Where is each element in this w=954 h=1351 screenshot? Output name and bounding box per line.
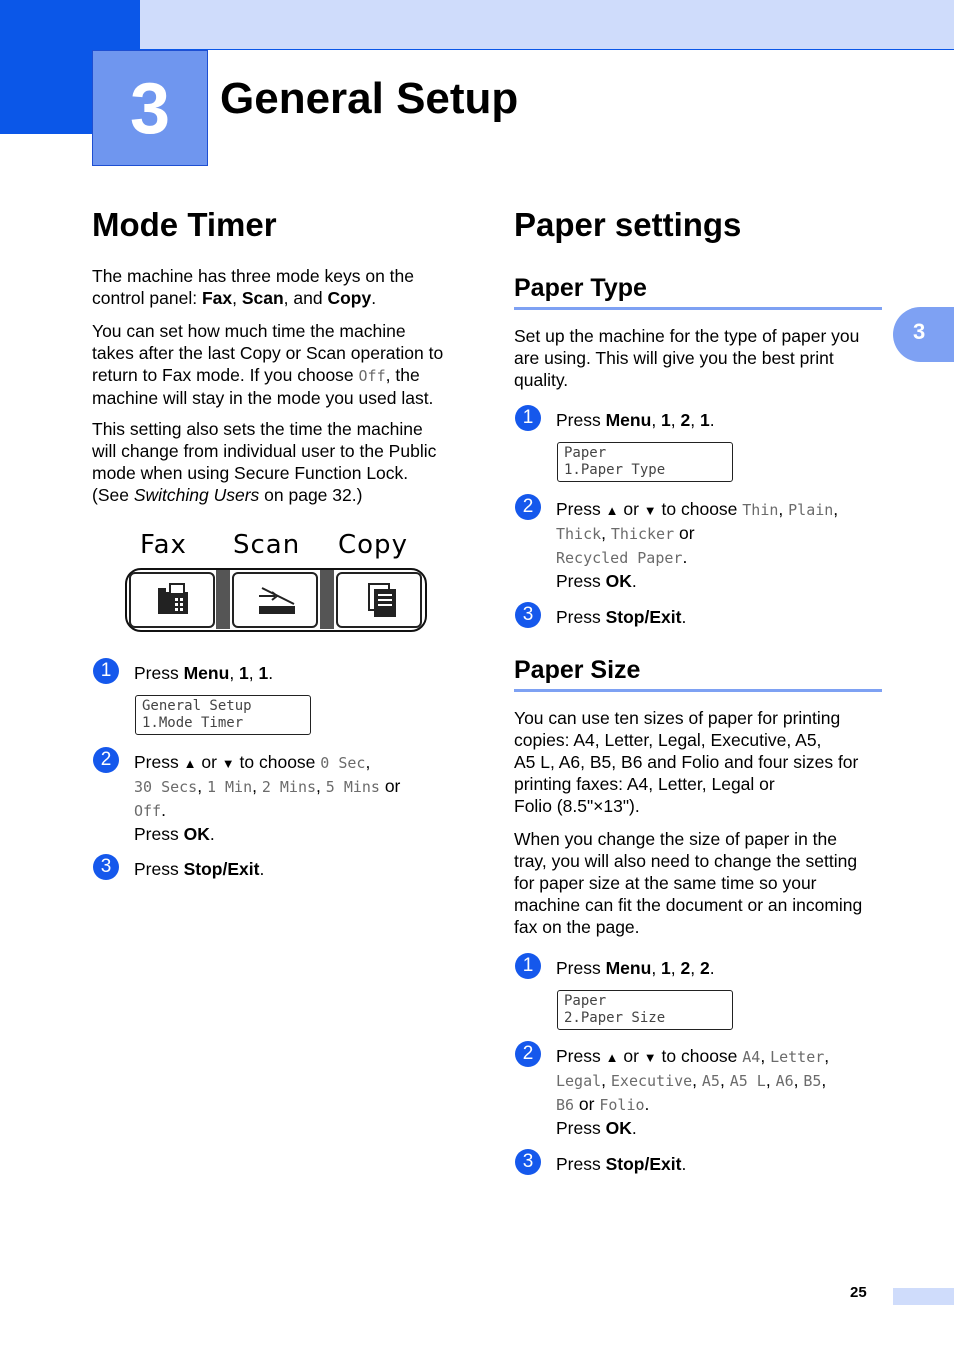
fax-key-label: Fax	[140, 530, 187, 560]
paper-size-step-1: Press Menu, 1, 2, 2.	[556, 958, 715, 978]
paper-size-para-2: When you change the size of paper in the tray, you will also need to change the setting for paper size at the same time so your machine can fit the document or an incoming fax on the page.	[514, 829, 863, 937]
up-arrow-icon: ▲	[183, 756, 197, 771]
scan-key[interactable]	[232, 572, 318, 628]
paper-size-rule	[514, 689, 882, 692]
lcd-display-paper-type: Paper 1.Paper Type	[557, 442, 733, 482]
down-arrow-icon: ▼	[643, 1050, 657, 1065]
down-arrow-icon: ▼	[221, 756, 235, 771]
paper-size-heading: Paper Size	[514, 656, 641, 684]
paper-settings-heading: Paper settings	[514, 206, 742, 243]
mode-timer-para-3: This setting also sets the time the machine will change from individual user to the Public mode when using Secure Function Lock. (See Switching Users on page 32.)	[92, 419, 437, 505]
paper-type-step-2-number: 2	[515, 494, 541, 520]
paper-size-step-3: Press Stop/Exit.	[556, 1154, 687, 1174]
up-arrow-icon: ▲	[605, 503, 619, 518]
paper-type-para: Set up the machine for the type of paper you are using. This will give you the best print quality.	[514, 326, 860, 390]
top-band	[0, 0, 954, 50]
paper-type-step-1-number: 1	[515, 405, 541, 431]
paper-type-rule	[514, 307, 882, 310]
paper-type-step-3: Press Stop/Exit.	[556, 607, 687, 627]
paper-type-step-2: Press ▲ or ▼ to choose Thin, Plain, Thick, Thicker or Recycled Paper. Press OK.	[556, 499, 839, 591]
mode-timer-para-2: You can set how much time the machine takes after the last Copy or Scan operation to return to Fax mode. If you choose Off, the machine will stay in the mode you used last.	[92, 321, 444, 408]
mode-timer-step-1: Press Menu, 1, 1.	[134, 663, 274, 683]
copy-key-label: Copy	[338, 530, 408, 560]
mode-timer-step-2: Press ▲ or ▼ to choose 0 Sec, 30 Secs, 1 Min, 2 Mins, 5 Mins or Off. Press OK.	[134, 752, 401, 844]
paper-size-step-3-number: 3	[515, 1149, 541, 1175]
step-1-number: 1	[93, 658, 119, 684]
step-3-number: 3	[93, 854, 119, 880]
fax-key[interactable]	[129, 572, 215, 628]
paper-type-heading: Paper Type	[514, 274, 647, 302]
chapter-number-box: 3	[92, 50, 208, 166]
up-arrow-icon: ▲	[605, 1050, 619, 1065]
scan-icon	[234, 574, 316, 626]
copy-icon	[338, 574, 420, 626]
mode-timer-step-3: Press Stop/Exit.	[134, 859, 265, 879]
scan-key-label: Scan	[233, 530, 301, 560]
paper-size-step-2-number: 2	[515, 1041, 541, 1067]
chapter-side-tab[interactable]: 3	[893, 307, 954, 362]
copy-key[interactable]	[336, 572, 422, 628]
mode-keys-panel	[125, 568, 427, 632]
mode-timer-para-1: The machine has three mode keys on the control panel: Fax, Scan, and Copy.	[92, 266, 414, 308]
paper-type-step-3-number: 3	[515, 602, 541, 628]
paper-size-step-1-number: 1	[515, 953, 541, 979]
step-2-number: 2	[93, 747, 119, 773]
page-footer-bar	[893, 1288, 954, 1305]
lcd-display-paper-size: Paper 2.Paper Size	[557, 990, 733, 1030]
lcd-display-mode-timer: General Setup 1.Mode Timer	[135, 695, 311, 735]
switching-users-link[interactable]: Switching Users	[133, 485, 260, 505]
mode-timer-heading: Mode Timer	[92, 206, 277, 243]
down-arrow-icon: ▼	[643, 503, 657, 518]
fax-icon	[131, 574, 213, 626]
paper-type-step-1: Press Menu, 1, 2, 1.	[556, 410, 715, 430]
paper-size-para-1: You can use ten sizes of paper for printing copies: A4, Letter, Legal, Executive, A5, A5 L, A6, B5, B6 and Folio and four sizes for printing faxes: A4, Letter, Legal or Folio (8.5"×13").	[514, 708, 859, 816]
paper-size-step-2: Press ▲ or ▼ to choose A4, Letter, Legal, Executive, A5, A5 L, A6, B5, B6 or Folio. Press OK.	[556, 1046, 830, 1138]
page-number: 25	[850, 1284, 867, 1301]
chapter-title: General Setup	[220, 74, 519, 123]
